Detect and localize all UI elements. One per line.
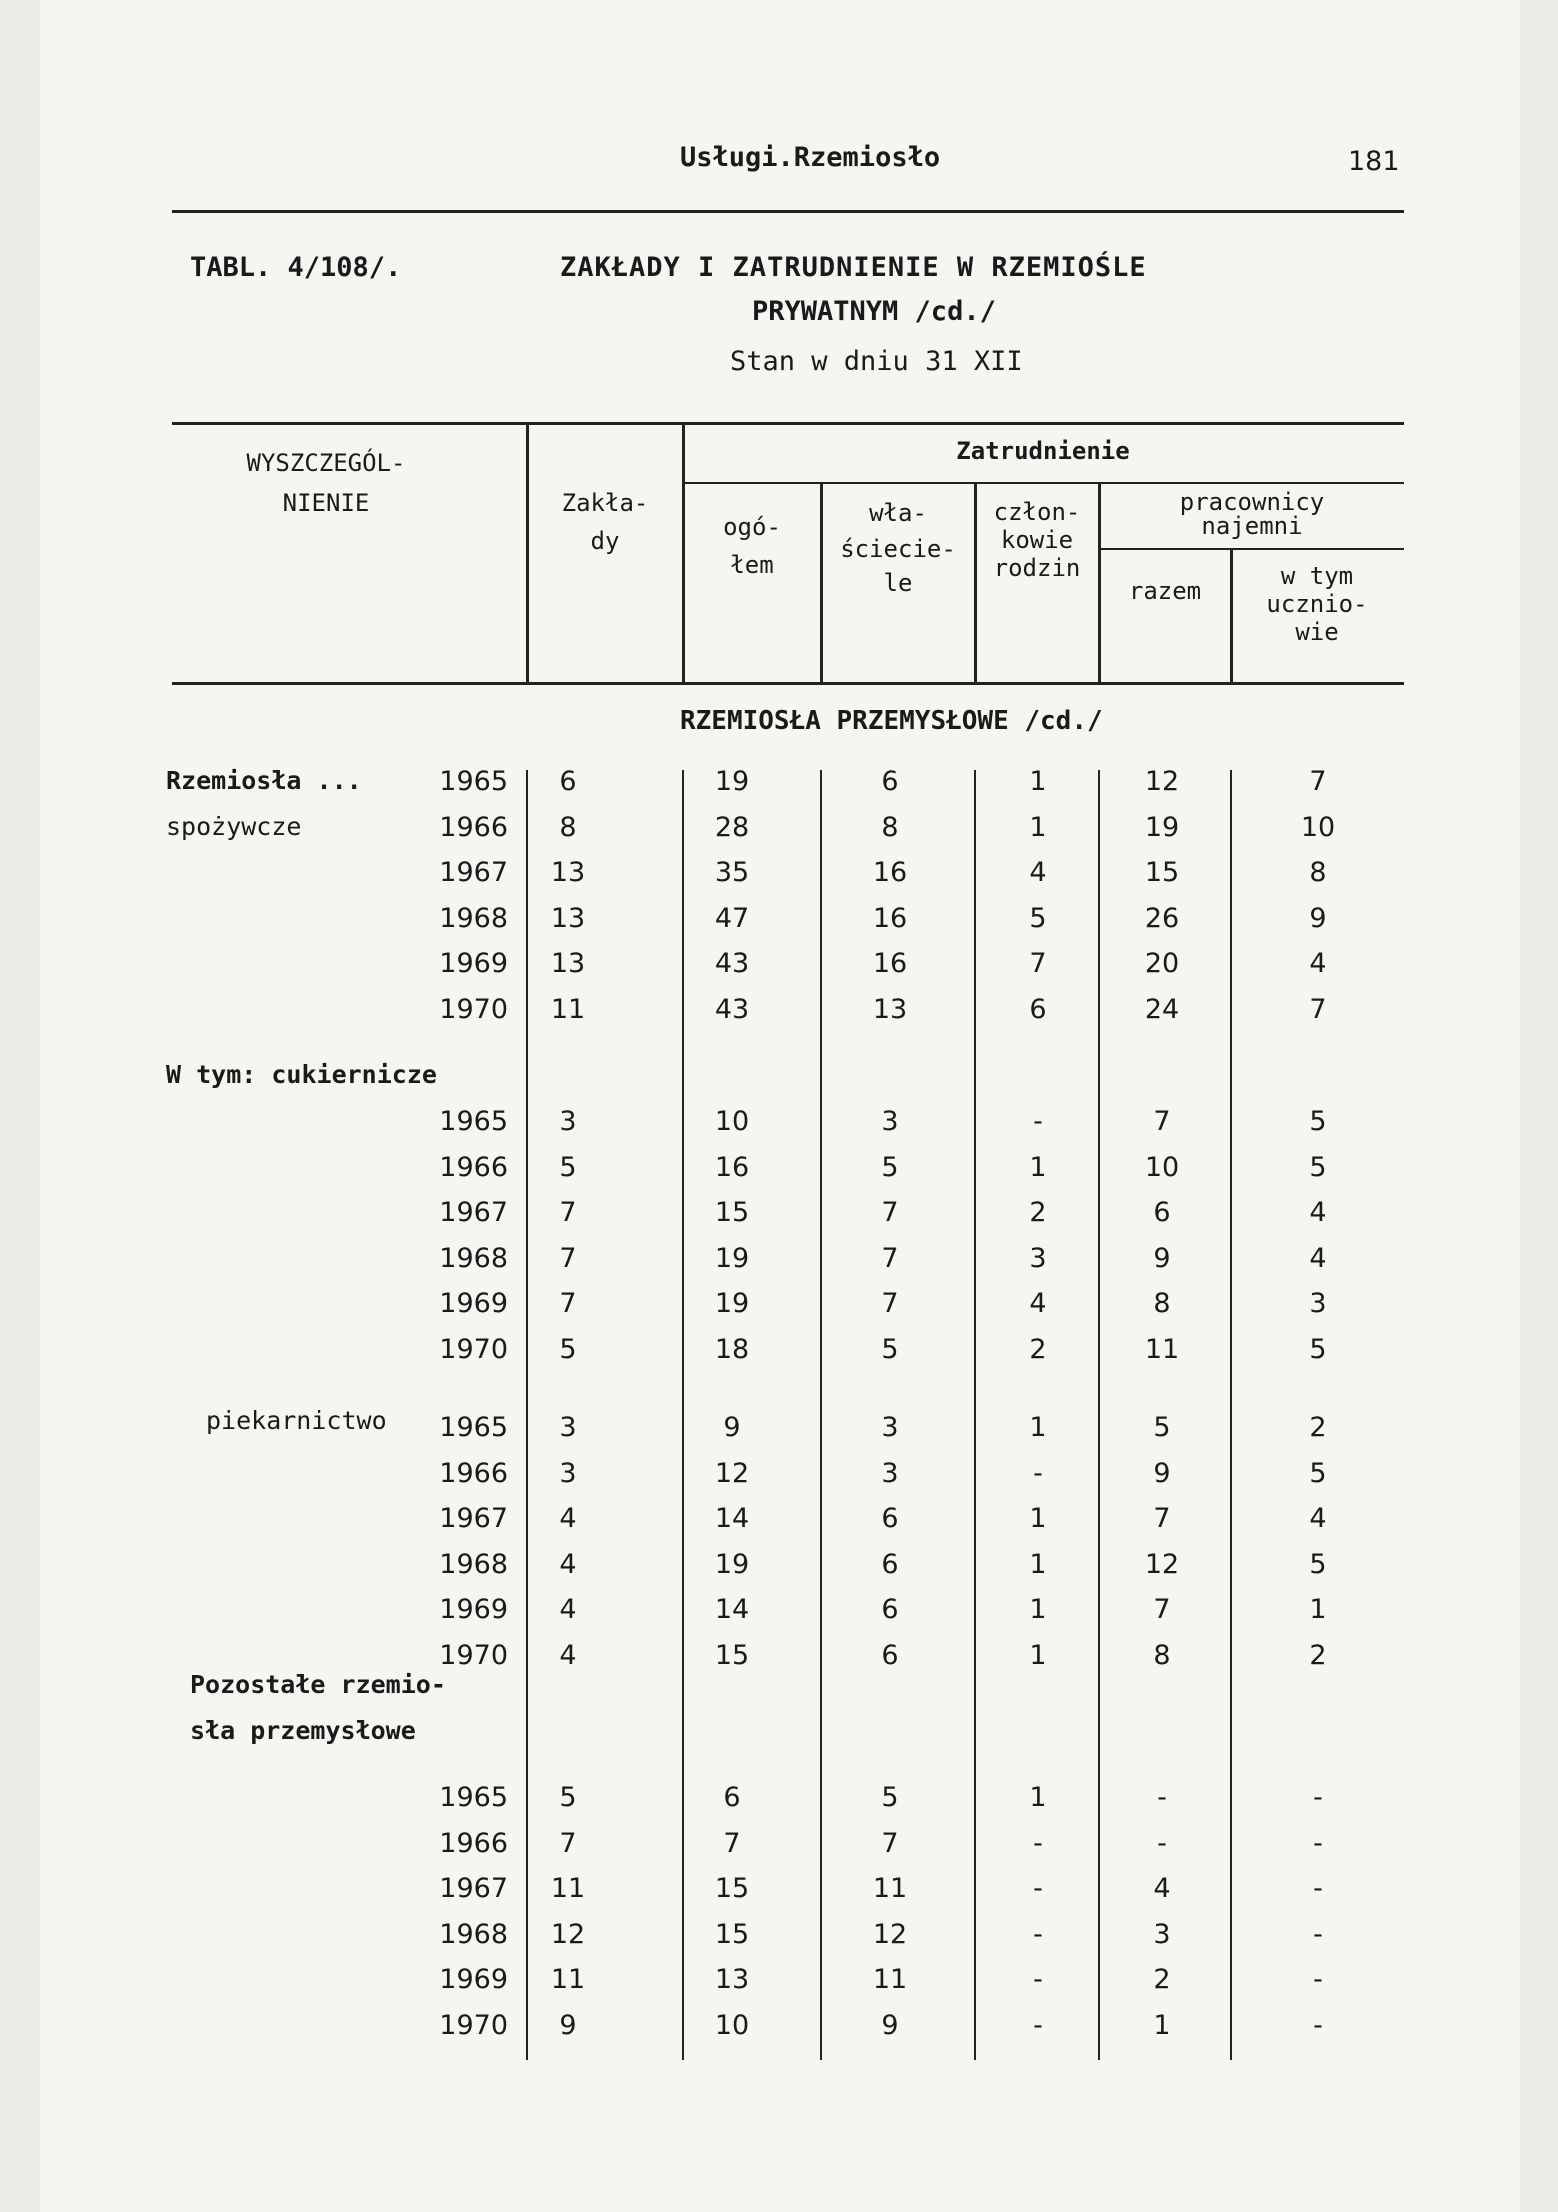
table-cell: 9 [881, 2009, 899, 2041]
table-cell: 7 [1309, 766, 1327, 797]
table-cell: 3 [559, 1106, 577, 1137]
row-year: 1968 [439, 1242, 508, 1274]
table-cell: - [1313, 2009, 1323, 2041]
page-number: 181 [1348, 146, 1400, 177]
body-column-separator [820, 770, 822, 2060]
table-cell: 3 [881, 1457, 899, 1489]
table-cell: 10 [1300, 811, 1336, 843]
header-vline-5 [1098, 484, 1101, 682]
table-cell: 11 [872, 1964, 908, 1995]
table-cell: 20 [1144, 948, 1180, 979]
table-cell: 4 [1309, 1197, 1327, 1228]
ogolem-header [686, 512, 818, 580]
table-cell: 2 [1309, 1639, 1327, 1671]
table-cell: - [1313, 1873, 1323, 1904]
table-cell: 12 [714, 1457, 750, 1489]
czlonkowie-header-line1: człon- [993, 498, 1081, 526]
table-cell: 4 [1029, 1288, 1047, 1319]
table-cell: 2 [1029, 1197, 1047, 1228]
table-cell: 13 [550, 857, 586, 888]
table-cell: 1 [1153, 2009, 1171, 2041]
table-cell: 2 [1153, 1964, 1171, 1995]
wtym-header-line1: w tym [1280, 562, 1354, 590]
table-cell: 15 [714, 1873, 750, 1904]
row-year: 1968 [439, 1548, 508, 1580]
table-cell: 3 [559, 1412, 577, 1443]
table-cell: 4 [559, 1594, 577, 1625]
group-label-line2: spożywcze [166, 812, 302, 841]
table-cell: - [1033, 1918, 1043, 1950]
table-cell: 1 [1029, 1412, 1047, 1443]
table-cell: 5 [559, 1151, 577, 1183]
table-cell: - [1033, 1827, 1043, 1859]
table-cell: 5 [881, 1151, 899, 1183]
table-cell: 3 [1309, 1288, 1327, 1319]
table-cell: - [1033, 1964, 1043, 1995]
table-cell: 10 [714, 2009, 750, 2041]
table-cell: 5 [1029, 902, 1047, 934]
table-cell: 13 [550, 948, 586, 979]
row-year: 1969 [439, 1964, 508, 1995]
table-cell: 9 [559, 2009, 577, 2041]
czlonkowie-header-line2: kowie [1000, 526, 1074, 554]
row-year: 1966 [439, 1827, 508, 1859]
table-cell: 6 [881, 766, 899, 797]
group-label-line2: sła przemysłowe [190, 1716, 416, 1745]
row-year: 1966 [439, 1457, 508, 1489]
table-cell: 16 [872, 948, 908, 979]
table-cell: 3 [559, 1457, 577, 1489]
table-cell: 16 [714, 1151, 750, 1183]
table-cell: 5 [881, 1782, 899, 1813]
table-cell: 10 [714, 1106, 750, 1137]
table-cell: 15 [1144, 857, 1180, 888]
header-vline-6 [1230, 550, 1233, 682]
table-cell: 1 [1029, 766, 1047, 797]
pracownicy-header [1102, 490, 1402, 538]
table-cell: 1 [1029, 1151, 1047, 1183]
table-cell: 4 [1309, 1242, 1327, 1274]
table-cell: 2 [1309, 1412, 1327, 1443]
wlasciciele-header-line3: le [883, 569, 913, 597]
group-label: Rzemiosła ... [166, 766, 362, 795]
table-cell: 4 [1309, 948, 1327, 979]
wtym-header-line3: wie [1295, 618, 1339, 646]
row-year: 1970 [439, 1639, 508, 1671]
table-cell: 47 [714, 902, 750, 934]
zaklady-header-line1: Zakła- [561, 489, 649, 517]
row-year: 1970 [439, 993, 508, 1025]
row-year: 1969 [439, 1288, 508, 1319]
table-cell: 7 [1153, 1503, 1171, 1534]
table-cell: 15 [714, 1918, 750, 1950]
table-cell: 8 [1153, 1288, 1171, 1319]
table-cell: 16 [872, 902, 908, 934]
body-column-separator [974, 770, 976, 2060]
table-cell: 9 [1153, 1242, 1171, 1274]
header-vline-3 [820, 484, 823, 682]
table-cell: 1 [1029, 811, 1047, 843]
body-column-separator [1098, 770, 1100, 2060]
zaklady-header [530, 488, 680, 556]
table-cell: 13 [550, 902, 586, 934]
row-year: 1965 [439, 766, 508, 797]
row-year: 1968 [439, 902, 508, 934]
czlonkowie-header [978, 498, 1096, 582]
group-label: Pozostałe rzemio- [190, 1670, 446, 1699]
group-label: W tym: cukiernicze [166, 1060, 437, 1089]
table-cell: 11 [1144, 1333, 1180, 1365]
table-cell: 4 [1153, 1873, 1171, 1904]
stub-header-line2: NIENIE [282, 489, 370, 517]
table-cell: 5 [1309, 1457, 1327, 1489]
table-cell: 4 [1029, 857, 1047, 888]
zaklady-header-line2: dy [590, 527, 620, 555]
table-cell: 9 [1153, 1457, 1171, 1489]
table-cell: 8 [881, 811, 899, 843]
table-cell: 12 [550, 1918, 586, 1950]
row-year: 1967 [439, 857, 508, 888]
table-cell: 19 [714, 1288, 750, 1319]
table-cell: 9 [1309, 902, 1327, 934]
table-cell: 19 [714, 1548, 750, 1580]
table-cell: 4 [1309, 1503, 1327, 1534]
table-cell: 4 [559, 1548, 577, 1580]
header-rule [172, 210, 1404, 213]
group-label: piekarnictwo [206, 1406, 387, 1435]
table-cell: 6 [881, 1503, 899, 1534]
stub-header-line1: WYSZCZEGÓL- [246, 449, 406, 477]
table-cell: 7 [881, 1288, 899, 1319]
table-cell: 7 [881, 1197, 899, 1228]
pracownicy-rule [1098, 548, 1404, 550]
pracownicy-header-line1: pracownicy [1179, 488, 1325, 516]
table-cell: 7 [559, 1288, 577, 1319]
table-cell: - [1157, 1827, 1167, 1859]
table-cell: 7 [559, 1827, 577, 1859]
table-cell: 24 [1144, 993, 1180, 1025]
table-cell: - [1033, 2009, 1043, 2041]
pracownicy-header-line2: najemni [1201, 512, 1303, 540]
body-column-separator [682, 770, 684, 2060]
header-vline-1 [526, 424, 529, 682]
body-column-separator [526, 770, 528, 2060]
table-cell: 7 [559, 1197, 577, 1228]
table-cell: 5 [559, 1782, 577, 1813]
table-cell: 5 [1309, 1106, 1327, 1137]
table-cell: - [1157, 1782, 1167, 1813]
wlasciciele-header-line1: wła- [869, 499, 927, 527]
row-year: 1969 [439, 1594, 508, 1625]
zatrudnienie-header: Zatrudnienie [956, 437, 1130, 465]
table-cell: 3 [1029, 1242, 1047, 1274]
table-cell: 5 [881, 1333, 899, 1365]
running-title: Usługi.Rzemiosło [680, 142, 941, 173]
table-cell: 35 [714, 857, 750, 888]
table-cell: 10 [1144, 1151, 1180, 1183]
wtym-header-line2: ucznio- [1266, 590, 1368, 618]
table-cell: 6 [723, 1782, 741, 1813]
table-cell: 6 [881, 1548, 899, 1580]
table-cell: 7 [1153, 1106, 1171, 1137]
table-cell: 7 [723, 1827, 741, 1859]
table-cell: 8 [1153, 1639, 1171, 1671]
wtym-header [1234, 562, 1400, 646]
table-cell: 7 [1309, 993, 1327, 1025]
czlonkowie-header-line3: rodzin [993, 554, 1081, 582]
table-cell: - [1313, 1964, 1323, 1995]
table-cell: 14 [714, 1503, 750, 1534]
table-cell: 13 [714, 1964, 750, 1995]
table-cell: 4 [559, 1503, 577, 1534]
table-cell: 11 [550, 1964, 586, 1995]
row-year: 1965 [439, 1412, 508, 1443]
table-cell: 6 [881, 1639, 899, 1671]
table-cell: 11 [550, 1873, 586, 1904]
table-cell: 5 [1309, 1333, 1327, 1365]
table-cell: - [1313, 1827, 1323, 1859]
table-cell: - [1313, 1782, 1323, 1813]
table-cell: 7 [881, 1827, 899, 1859]
table-cell: 1 [1029, 1548, 1047, 1580]
row-year: 1968 [439, 1918, 508, 1950]
row-year: 1965 [439, 1106, 508, 1137]
table-cell: - [1033, 1106, 1043, 1137]
table-cell: 5 [1153, 1412, 1171, 1443]
row-year: 1966 [439, 811, 508, 843]
table-cell: 43 [714, 948, 750, 979]
ogolem-header-line1: ogó- [723, 513, 781, 541]
table-cell: 19 [1144, 811, 1180, 843]
table-cell: 8 [1309, 857, 1327, 888]
table-cell: 7 [559, 1242, 577, 1274]
table-cell: 26 [1144, 902, 1180, 934]
stub-header [226, 448, 426, 518]
table-cell: 16 [872, 857, 908, 888]
table-cell: 8 [559, 811, 577, 843]
table-cell: 15 [714, 1639, 750, 1671]
row-year: 1967 [439, 1873, 508, 1904]
header-vline-4 [974, 484, 977, 682]
table-cell: 6 [559, 766, 577, 797]
wlasciciele-header-line2: ściecie- [840, 535, 956, 563]
table-cell: 12 [872, 1918, 908, 1950]
table-cell: - [1033, 1457, 1043, 1489]
table-cell: 14 [714, 1594, 750, 1625]
table-cell: 19 [714, 1242, 750, 1274]
table-cell: 12 [1144, 1548, 1180, 1580]
table-cell: 1 [1309, 1594, 1327, 1625]
table-cell: 3 [1153, 1918, 1171, 1950]
table-cell: 3 [881, 1412, 899, 1443]
table-cell: 3 [881, 1106, 899, 1137]
table-cell: 5 [1309, 1548, 1327, 1580]
table-cell: 4 [559, 1639, 577, 1671]
section-title: RZEMIOSŁA PRZEMYSŁOWE /cd./ [680, 706, 1103, 736]
table-cell: 6 [1029, 993, 1047, 1025]
row-year: 1969 [439, 948, 508, 979]
table-cell: 11 [872, 1873, 908, 1904]
table-cell: 11 [550, 993, 586, 1025]
table-top-rule [172, 422, 1404, 425]
table-id: TABL. 4/108/. [190, 252, 402, 283]
wlasciciele-header [824, 498, 972, 598]
table-cell: 18 [714, 1333, 750, 1365]
row-year: 1966 [439, 1151, 508, 1183]
row-year: 1965 [439, 1782, 508, 1813]
table-cell: 12 [1144, 766, 1180, 797]
table-cell: 43 [714, 993, 750, 1025]
table-cell: 13 [872, 993, 908, 1025]
table-cell: 5 [559, 1333, 577, 1365]
row-year: 1967 [439, 1197, 508, 1228]
razem-header: razem [1128, 577, 1202, 605]
table-cell: 1 [1029, 1594, 1047, 1625]
row-year: 1967 [439, 1503, 508, 1534]
table-cell: 7 [1029, 948, 1047, 979]
table-cell: 5 [1309, 1151, 1327, 1183]
table-cell: 1 [1029, 1503, 1047, 1534]
table-cell: 28 [714, 811, 750, 843]
table-cell: - [1033, 1873, 1043, 1904]
body-column-separator [1230, 770, 1232, 2060]
table-cell: 19 [714, 766, 750, 797]
zatrudnienie-rule [682, 482, 1404, 484]
header-vline-2 [682, 424, 685, 682]
table-cell: 7 [1153, 1594, 1171, 1625]
table-title-line2: PRYWATNYM /cd./ [752, 296, 996, 327]
table-cell: 6 [881, 1594, 899, 1625]
table-title-line1: ZAKŁADY I ZATRUDNIENIE W RZEMIOŚLE [560, 252, 1147, 283]
table-cell: - [1313, 1918, 1323, 1950]
table-cell: 1 [1029, 1639, 1047, 1671]
table-header-bottom-rule [172, 682, 1404, 685]
table-cell: 6 [1153, 1197, 1171, 1228]
row-year: 1970 [439, 1333, 508, 1365]
table-title-line3: Stan w dniu 31 XII [730, 346, 1023, 377]
table-cell: 7 [881, 1242, 899, 1274]
table-cell: 1 [1029, 1782, 1047, 1813]
table-cell: 15 [714, 1197, 750, 1228]
table-cell: 9 [723, 1412, 741, 1443]
table-cell: 2 [1029, 1333, 1047, 1365]
row-year: 1970 [439, 2009, 508, 2041]
ogolem-header-line2: łem [730, 551, 774, 579]
